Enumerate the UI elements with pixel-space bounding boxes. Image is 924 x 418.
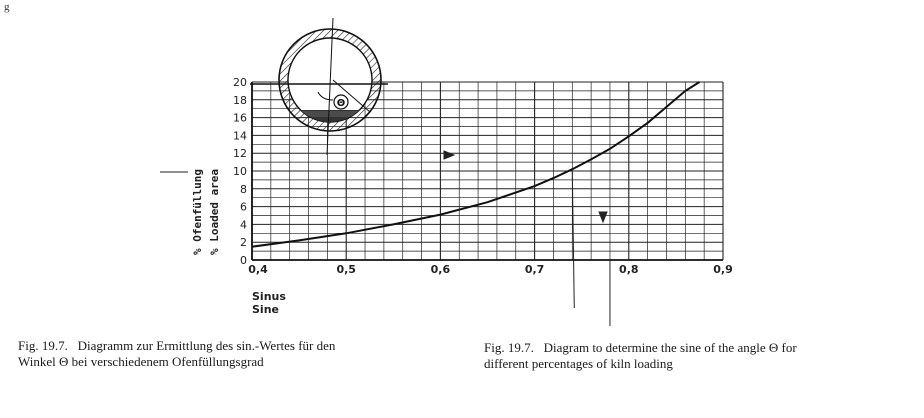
y-tick-labels <box>233 76 247 267</box>
x-tick-label: 0,9 <box>713 263 733 276</box>
x-axis-label-de: Sinus <box>252 290 286 303</box>
x-tick-label: 0,4 <box>248 263 268 276</box>
y-tick-label: 6 <box>240 200 247 214</box>
y-tick-label: 0 <box>240 254 247 267</box>
caption-german-number: Fig. 19.7. <box>18 338 68 353</box>
y-tick-label: 16 <box>233 111 247 125</box>
y-tick-label: 8 <box>240 182 247 196</box>
caption-english-line1 <box>484 340 924 356</box>
page-mark: g <box>4 1 10 13</box>
theta-icon: Θ <box>336 98 346 109</box>
y-tick-label: 4 <box>240 218 247 232</box>
x-tick-labels <box>248 263 733 276</box>
caption-english-line2: different percentages of kiln loading <box>484 356 673 371</box>
y-tick-label: 2 <box>240 236 247 250</box>
y-tick-label: 10 <box>233 165 247 178</box>
x-axis-label-en: Sine <box>252 303 279 316</box>
arrow-right-icon <box>444 151 454 159</box>
caption-english <box>484 340 924 372</box>
x-tick-label: 0,5 <box>336 263 356 276</box>
caption-german-line2: Winkel Θ bei verschiedenem Ofenfüllungsgrad <box>18 354 264 369</box>
x-tick-label: 0,8 <box>619 263 639 276</box>
y-tick-label: 14 <box>233 129 247 143</box>
caption-english-text1: Diagram to determine the sine of the angle Θ for <box>543 340 797 355</box>
y-axis-label-en: % Loaded area <box>208 168 221 256</box>
y-tick-label: 20 <box>233 76 247 89</box>
example-construction <box>160 151 610 326</box>
y-tick-label: 12 <box>233 147 247 161</box>
arrow-down-icon <box>599 212 607 222</box>
caption-german-text1: Diagramm zur Ermittlung des sin.-Wertes für den <box>77 338 336 353</box>
y-axis-label-de: % Ofenfüllung <box>191 168 204 256</box>
caption-german <box>18 338 458 370</box>
caption-german-line1 <box>18 338 458 354</box>
x-tick-label: 0,7 <box>524 263 545 276</box>
caption-english-number: Fig. 19.7. <box>484 340 534 355</box>
x-tick-label: 0,6 <box>430 263 451 276</box>
y-tick-label: 18 <box>233 93 247 107</box>
